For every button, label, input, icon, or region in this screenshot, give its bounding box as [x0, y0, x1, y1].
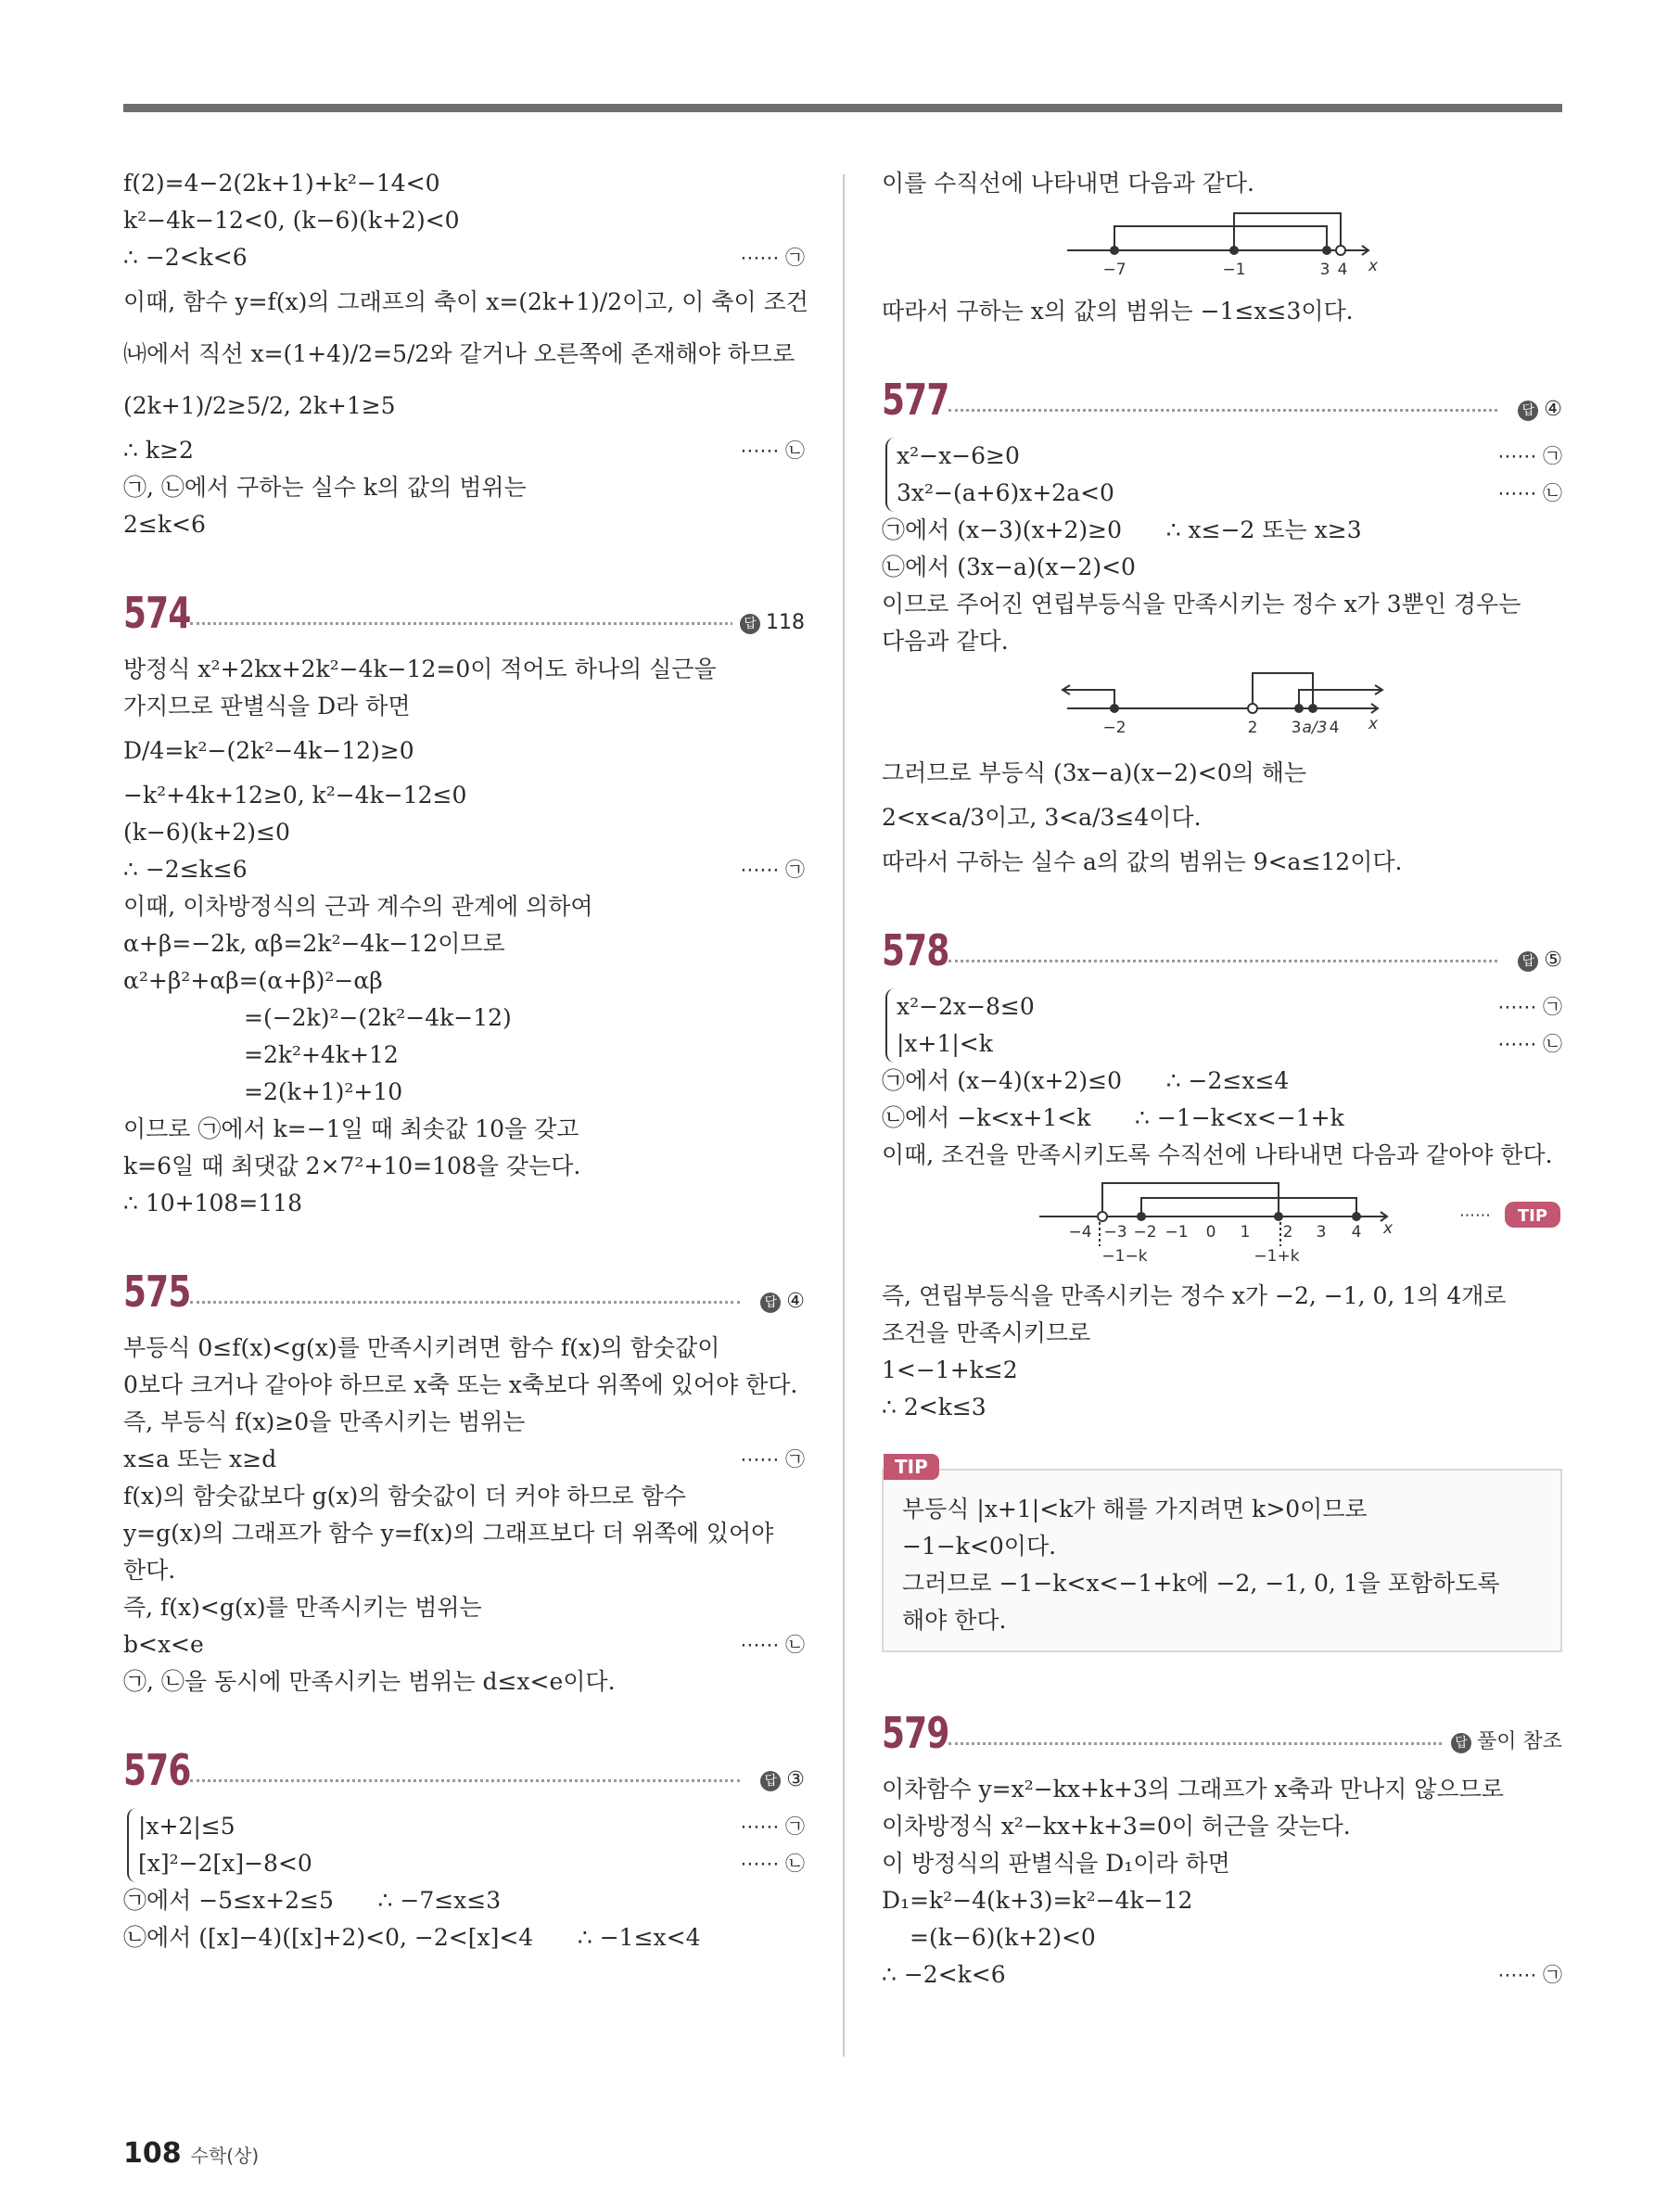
text-line	[897, 438, 1562, 475]
line-text: x≤a 또는 x≥d	[123, 1446, 277, 1472]
text-line	[123, 814, 805, 851]
line-text: −k²+4k+12≥0, k²−4k−12≤0	[123, 782, 467, 809]
text-line	[882, 165, 1562, 202]
leader-dots	[190, 1301, 740, 1304]
line-text: 즉, 연립부등식을 만족시키는 정수 x가 −2, −1, 0, 1의 4개로	[882, 1282, 1507, 1309]
text-line	[123, 380, 805, 432]
text-line	[123, 688, 805, 725]
line-text: 해야 한다.	[902, 1607, 1007, 1634]
text-line	[882, 1137, 1562, 1174]
text-line	[123, 1441, 805, 1478]
text-line	[882, 1100, 1562, 1137]
line-text: D/4=k²−(2k²−4k−12)≥0	[123, 737, 414, 764]
text-line	[882, 755, 1562, 792]
line-text: 가지므로 판별식을 D라 하면	[123, 693, 411, 720]
line-text: k=6일 때 최댓값 2×7²+10=108을 갖는다.	[123, 1153, 581, 1179]
line-text: 이차함수 y=x²−kx+k+3의 그래프가 x축과 만나지 않으므로	[882, 1776, 1504, 1802]
problem-577-header	[882, 362, 1562, 432]
leader-dots	[190, 1779, 740, 1782]
reference-mark: ⋯⋯ ㉠	[740, 1815, 805, 1838]
line-text: (k−6)(k+2)≤0	[123, 819, 290, 846]
line-text: ∴ −2<k<6	[123, 244, 248, 271]
line-text: 부등식 0≤f(x)<g(x)를 만족시키려면 함수 f(x)의 함숫값이	[123, 1334, 720, 1361]
line-text: ㉡에서 (3x−a)(x−2)<0	[882, 554, 1136, 580]
text-line	[123, 276, 808, 328]
line-text: 즉, f(x)<g(x)를 만족시키는 범위는	[123, 1594, 482, 1621]
inequality-system	[885, 988, 1562, 1063]
text-line	[897, 1025, 1562, 1063]
text-line	[882, 512, 1562, 549]
line-text: |x+1|<k	[897, 1030, 993, 1057]
line-text: [x]²−2[x]−8<0	[138, 1850, 312, 1877]
problem-number: 578	[882, 925, 949, 975]
line-text: 이차방정식 x²−kx+k+3=0이 허근을 갖는다.	[882, 1813, 1351, 1840]
tick-label: −7	[1102, 261, 1126, 279]
answer-label	[753, 1768, 805, 1791]
text-line	[123, 1589, 805, 1626]
tick-label: 2	[1282, 1223, 1293, 1242]
text-line	[123, 328, 805, 380]
text-line	[882, 1956, 1562, 1994]
problem-576-header	[123, 1732, 805, 1802]
reference-mark: ⋯⋯ ㉠	[740, 859, 805, 881]
solution-573-continued	[123, 165, 808, 543]
line-text: ∴ 2<k≤3	[882, 1394, 986, 1420]
problem-579-header	[882, 1695, 1562, 1765]
line-text: ∴ −2≤k≤6	[123, 856, 248, 883]
text-line	[123, 506, 805, 543]
number-line-578	[882, 1179, 1562, 1272]
answer-icon: 답	[760, 1293, 781, 1313]
text-line	[123, 432, 805, 469]
answer-value: ③	[786, 1768, 805, 1791]
reference-mark: ⋯⋯ ㉡	[740, 439, 805, 462]
line-text: ㈏에서 직선 x=(1+4)/2=5/2와 같거나 오른쪽에 존재해야 하므로	[123, 340, 795, 367]
tick-label: −1	[1222, 261, 1246, 279]
problem-578-header	[882, 912, 1562, 983]
reference-mark: ⋯⋯ ㉠	[740, 1448, 805, 1471]
text-line	[882, 1352, 1562, 1389]
line-text: =(−2k)²−(2k²−4k−12)	[244, 1004, 512, 1031]
tick-label: −2	[1102, 719, 1126, 737]
tip-badge-label: TIP	[1517, 1206, 1548, 1226]
tick-label: −4	[1068, 1223, 1092, 1242]
tip-box	[882, 1456, 1562, 1652]
line-text: y=g(x)의 그래프가 함수 y=f(x)의 그래프보다 더 위쪽에 있어야	[123, 1520, 774, 1547]
leader-dots	[948, 409, 1497, 412]
text-line	[882, 1389, 1562, 1426]
number-line-577	[882, 666, 1562, 749]
solution-577	[882, 512, 1562, 660]
line-text: D₁=k²−4(k+3)=k²−4k−12	[882, 1887, 1193, 1914]
text-line	[123, 777, 805, 814]
answer-icon: 답	[1518, 951, 1538, 972]
inequality-system	[885, 438, 1562, 512]
line-text: α+β=−2k, αβ=2k²−4k−12이므로	[123, 930, 505, 957]
tick-label: −2	[1133, 1223, 1157, 1242]
solution-576-conclusion	[882, 293, 1562, 330]
text-line	[123, 1037, 805, 1074]
line-text: b<x<e	[123, 1631, 204, 1658]
solution-576	[123, 1882, 805, 1956]
right-column	[882, 165, 1562, 1994]
text-line	[123, 851, 805, 888]
answer-icon: 답	[1451, 1733, 1471, 1753]
leader-dots	[948, 1742, 1442, 1745]
line-text: α²+β²+αβ=(α+β)²−αβ	[123, 967, 383, 994]
continuation-mark: ⋯⋯	[1459, 1206, 1491, 1225]
axis-label: x	[1382, 1219, 1394, 1238]
tick-label: 0	[1205, 1223, 1216, 1242]
text-line	[897, 475, 1562, 512]
line-text: ㉠에서 (x−4)(x+2)≤0 ∴ −2≤x≤4	[882, 1067, 1290, 1094]
solution-576-continued	[882, 165, 1562, 202]
text-line	[882, 1315, 1562, 1352]
line-text: ㉠, ㉡에서 구하는 실수 k의 값의 범위는	[123, 474, 527, 501]
tick-label: 4	[1337, 261, 1348, 279]
text-line	[123, 1367, 805, 1404]
line-text: 즉, 부등식 f(x)≥0을 만족시키는 범위는	[123, 1408, 526, 1435]
line-text: =2k²+4k+12	[244, 1041, 399, 1068]
text-line	[882, 293, 1562, 330]
line-text: ∴ k≥2	[123, 437, 194, 464]
tick-label: 2	[1247, 719, 1258, 737]
line-text: 이므로 ㉠에서 k=−1일 때 최솟값 10을 갖고	[123, 1115, 579, 1142]
text-line	[123, 1552, 805, 1589]
tick-label: 3	[1319, 261, 1330, 279]
leader-dots	[948, 960, 1497, 962]
line-text: =(k−6)(k+2)<0	[910, 1924, 1096, 1951]
solution-575	[123, 1330, 805, 1701]
problem-number: 579	[882, 1708, 949, 1758]
text-line	[897, 988, 1562, 1025]
text-line	[882, 792, 1562, 844]
line-text: 부등식 |x+1|<k가 해를 가지려면 k>0이므로	[902, 1496, 1368, 1522]
reference-mark: ⋯⋯ ㉡	[1497, 1033, 1562, 1055]
left-column	[123, 165, 808, 1956]
problem-number: 577	[882, 375, 949, 425]
line-text: 1<−1+k≤2	[882, 1357, 1018, 1383]
text-line	[123, 239, 805, 276]
text-line	[123, 1185, 805, 1222]
sub-label-right: −1+k	[1254, 1247, 1300, 1266]
line-text: 이때, 함수 y=f(x)의 그래프의 축이 x=(2k+1)/2이고, 이 축이 조건	[123, 288, 808, 315]
answer-value: ⑤	[1544, 949, 1562, 972]
reference-mark: ⋯⋯ ㉠	[1497, 445, 1562, 467]
text-line	[123, 1111, 805, 1148]
line-text: 이를 수직선에 나타내면 다음과 같다.	[882, 170, 1254, 197]
answer-icon: 답	[740, 614, 760, 634]
line-text: ∴ 10+108=118	[123, 1190, 302, 1217]
reference-mark: ⋯⋯ ㉡	[1497, 482, 1562, 504]
problem-574-header	[123, 575, 805, 645]
text-line	[123, 1919, 805, 1956]
axis-label: x	[1368, 257, 1379, 275]
answer-icon: 답	[760, 1771, 781, 1791]
answer-value: 풀이 참조	[1476, 1730, 1562, 1753]
text-line	[902, 1491, 1542, 1528]
page-number: 108	[123, 2137, 182, 2170]
line-text: 3x²−(a+6)x+2a<0	[897, 479, 1114, 506]
answer-value: 118	[766, 611, 805, 634]
solution-574	[123, 651, 805, 1222]
answer-label	[753, 1290, 805, 1313]
tip-tag: TIP	[884, 1454, 939, 1480]
tick-label: −1	[1165, 1223, 1189, 1242]
text-line	[882, 623, 1562, 660]
tick-label: 3	[1316, 1223, 1327, 1242]
text-line	[123, 1330, 805, 1367]
text-line	[882, 1919, 1562, 1956]
leader-dots	[190, 622, 740, 625]
text-line	[123, 1882, 805, 1919]
line-text: −1−k<0이다.	[902, 1533, 1057, 1560]
reference-mark: ⋯⋯ ㉠	[1497, 1964, 1562, 1986]
line-text: 이때, 조건을 만족시키도록 수직선에 나타내면 다음과 같아야 한다.	[882, 1141, 1553, 1168]
text-line	[138, 1808, 805, 1845]
line-text: f(x)의 함숫값보다 g(x)의 함숫값이 더 커야 하므로 함수	[123, 1483, 686, 1509]
reference-mark: ⋯⋯ ㉡	[740, 1634, 805, 1656]
text-line	[123, 469, 805, 506]
line-text: ㉠에서 −5≤x+2≤5 ∴ −7≤x≤3	[123, 1887, 502, 1914]
text-line	[123, 888, 805, 925]
number-line-576	[882, 208, 1562, 287]
tick-label: 4	[1329, 719, 1340, 737]
text-line	[123, 725, 805, 777]
text-line	[123, 925, 805, 962]
problem-number: 575	[123, 1267, 191, 1317]
solution-577-conclusion	[882, 755, 1562, 881]
line-text: 따라서 구하는 실수 a의 값의 범위는 9<a≤12이다.	[882, 848, 1403, 875]
tick-label: 1	[1240, 1223, 1251, 1242]
text-line	[123, 1074, 805, 1111]
text-line	[123, 1478, 805, 1515]
line-text: 한다.	[123, 1557, 176, 1584]
text-line	[123, 1148, 805, 1185]
answer-label	[1510, 398, 1562, 421]
solution-578	[882, 1063, 1562, 1174]
tick-label: 4	[1351, 1223, 1362, 1242]
line-text: ∴ −2<k<6	[882, 1961, 1006, 1988]
line-text: 2≤k<6	[123, 511, 206, 538]
line-text: x²−x−6≥0	[897, 442, 1020, 469]
text-line	[123, 1000, 805, 1037]
top-rule	[123, 104, 1562, 112]
solution-578-conclusion	[882, 1278, 1562, 1426]
line-text: (2k+1)/2≥5/2, 2k+1≥5	[123, 392, 396, 419]
line-text: 이때, 이차방정식의 근과 계수의 관계에 의하여	[123, 893, 593, 920]
sub-label-left: −1−k	[1101, 1247, 1148, 1266]
problem-575-header	[123, 1254, 805, 1324]
text-line	[882, 844, 1562, 881]
tick-label: a/3	[1302, 719, 1328, 737]
text-line	[123, 202, 805, 239]
reference-mark: ⋯⋯ ㉡	[740, 1853, 805, 1875]
line-text: 이 방정식의 판별식을 D₁이라 하면	[882, 1850, 1230, 1877]
line-text: |x+2|≤5	[138, 1813, 235, 1840]
line-text: x²−2x−8≤0	[897, 993, 1035, 1020]
line-text: ㉡에서 ([x]−4)([x]+2)<0, −2<[x]<4 ∴ −1≤x<4	[123, 1924, 701, 1951]
line-text: 그러므로 −1−k<x<−1+k에 −2, −1, 0, 1을 포함하도록	[902, 1570, 1500, 1597]
text-line	[882, 586, 1562, 623]
text-line	[902, 1528, 1542, 1565]
text-line	[123, 1404, 805, 1441]
line-text: ㉠, ㉡을 동시에 만족시키는 범위는 d≤x<e이다.	[123, 1668, 616, 1695]
line-text: k²−4k−12<0, (k−6)(k+2)<0	[123, 207, 460, 234]
tick-label: −3	[1103, 1223, 1127, 1242]
answer-icon: 답	[1518, 401, 1538, 421]
problem-number: 574	[123, 588, 191, 638]
column-divider	[843, 174, 845, 2057]
line-text: =2(k+1)²+10	[244, 1078, 403, 1105]
problem-number: 576	[123, 1745, 191, 1795]
subject-label: 수학(상)	[190, 2145, 260, 2167]
text-line	[882, 1808, 1562, 1845]
tip-content	[902, 1491, 1542, 1639]
line-text: 방정식 x²+2kx+2k²−4k−12=0이 적어도 하나의 실근을	[123, 656, 717, 682]
axis-label: x	[1368, 715, 1379, 733]
line-text: 조건을 만족시키므로	[882, 1319, 1091, 1346]
text-line	[138, 1845, 805, 1882]
line-text: 2<x<a/3이고, 3<a/3≤4이다.	[882, 804, 1202, 831]
line-text: 그러므로 부등식 (3x−a)(x−2)<0의 해는	[882, 759, 1307, 786]
answer-value: ④	[1544, 398, 1562, 421]
text-line	[882, 1063, 1562, 1100]
text-line	[902, 1602, 1542, 1639]
line-text: ㉠에서 (x−3)(x+2)≥0 ∴ x≤−2 또는 x≥3	[882, 516, 1362, 543]
text-line	[882, 549, 1562, 586]
line-text: 다음과 같다.	[882, 628, 1009, 655]
answer-label	[1444, 1726, 1562, 1754]
line-text: ㉡에서 −k<x+1<k ∴ −1−k<x<−1+k	[882, 1104, 1344, 1131]
text-line	[123, 165, 805, 202]
text-line	[123, 651, 805, 688]
answer-label	[732, 611, 805, 634]
line-text: f(2)=4−2(2k+1)+k²−14<0	[123, 170, 440, 197]
text-line	[882, 1771, 1562, 1808]
solution-579	[882, 1771, 1562, 1994]
inequality-system	[127, 1808, 805, 1882]
text-line	[882, 1882, 1562, 1919]
text-line	[123, 1626, 805, 1663]
line-text: 0보다 크거나 같아야 하므로 x축 또는 x축보다 위쪽에 있어야 한다.	[123, 1371, 798, 1398]
line-text: 이므로 주어진 연립부등식을 만족시키는 정수 x가 3뿐인 경우는	[882, 591, 1521, 618]
text-line	[882, 1278, 1562, 1315]
page-footer	[123, 2137, 259, 2170]
reference-mark: ⋯⋯ ㉠	[1497, 996, 1562, 1018]
tick-label: 3	[1291, 719, 1302, 737]
text-line	[123, 1663, 805, 1701]
answer-value: ④	[786, 1290, 805, 1313]
answer-label	[1510, 949, 1562, 972]
text-line	[882, 1845, 1562, 1882]
line-text: 따라서 구하는 x의 값의 범위는 −1≤x≤3이다.	[882, 298, 1354, 325]
reference-mark: ⋯⋯ ㉠	[740, 247, 805, 269]
text-line	[902, 1565, 1542, 1602]
text-line	[123, 1515, 805, 1552]
text-line	[123, 962, 805, 1000]
